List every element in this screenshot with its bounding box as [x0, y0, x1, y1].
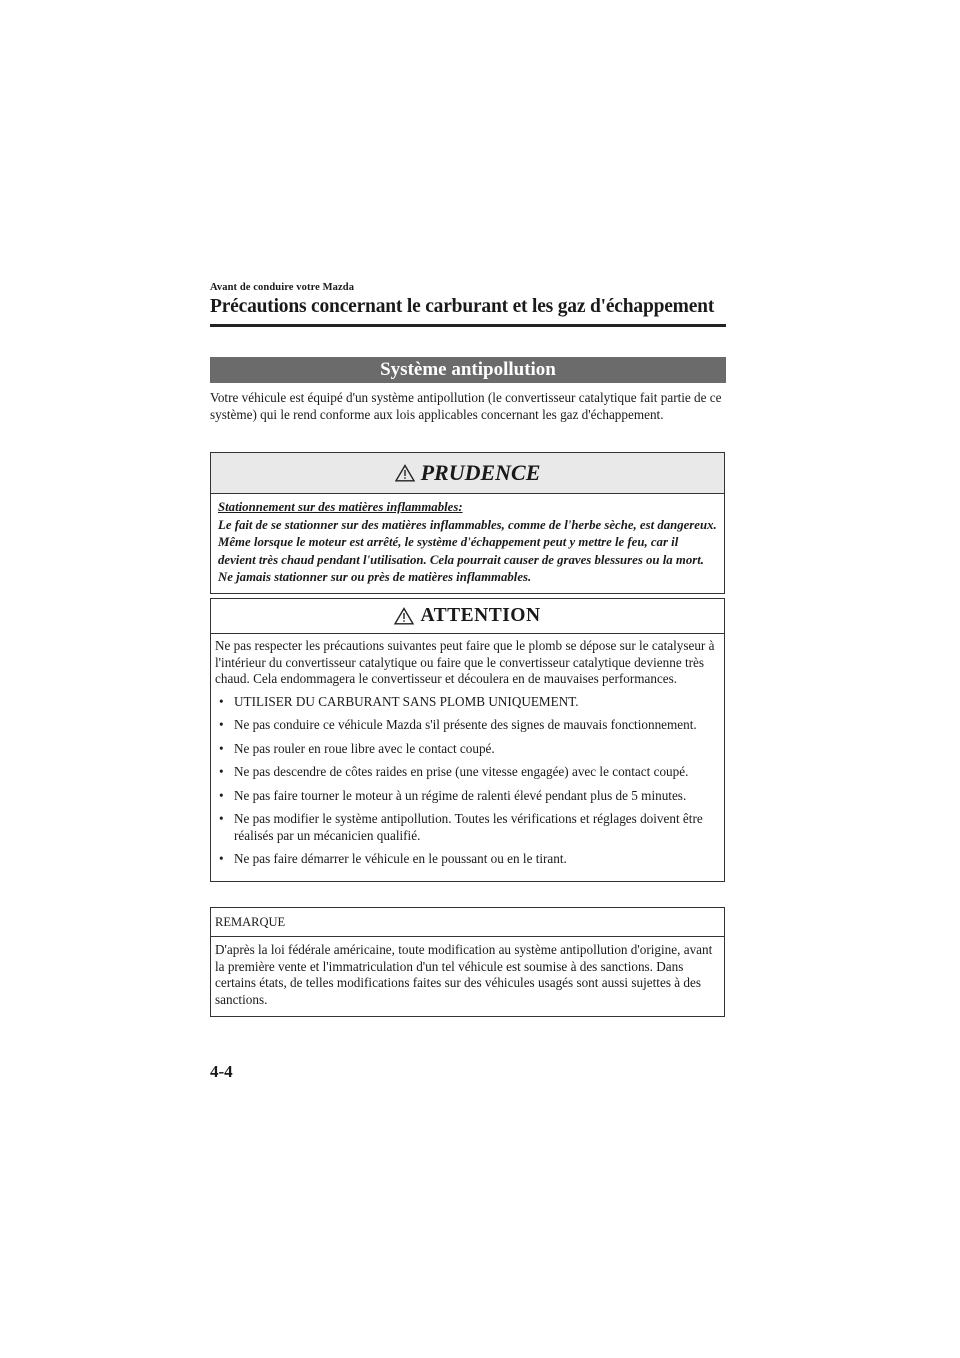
- remarque-header: [211, 908, 724, 937]
- chapter-rule: [210, 324, 726, 327]
- prudence-heading: Stationnement sur des matières inflammables:: [218, 500, 463, 514]
- attention-text: Ne pas respecter les précautions suivantes peut faire que le plomb se dépose sur le catalyseur à l'intérieur du convertisseur catalytique ou faire que le convertisseur catalytique devienne très chaud. Cela endommagera le convertisseur et découlera en de mauvaises performances.: [215, 638, 715, 686]
- remarque-box: [210, 907, 725, 1017]
- remarque-title: REMARQUE: [215, 914, 286, 929]
- list-item: • Ne pas faire tourner le moteur à un régime de ralenti élevé pendant plus de 5 minutes.: [215, 788, 718, 805]
- prudence-title: PRUDENCE: [420, 460, 541, 485]
- intro-paragraph: Votre véhicule est équipé d'un système antipollution (le convertisseur catalytique fait partie de ce système) qui le rend conforme aux lois applicables concernant les gaz d'échappement.: [210, 390, 722, 422]
- section-label: Avant de conduire votre Mazda: [210, 282, 355, 293]
- list-item: • Ne pas conduire ce véhicule Mazda s'il présente des signes de mauvais fonctionnement.: [215, 717, 718, 734]
- list-item: • Ne pas rouler en roue libre avec le contact coupé.: [215, 741, 718, 758]
- attention-title: ATTENTION: [420, 605, 541, 626]
- list-item: • Ne pas modifier le système antipollution. Toutes les vérifications et réglages doivent être réalisés par un mécanicien qualifié.: [215, 811, 718, 844]
- list-item: • Ne pas faire démarrer le véhicule en le poussant ou en le tirant.: [215, 851, 718, 868]
- attention-header: [211, 599, 724, 634]
- page-number: 4-4: [210, 1062, 233, 1081]
- prudence-box: [210, 452, 725, 594]
- list-item: • UTILISER DU CARBURANT SANS PLOMB UNIQUEMENT.: [215, 694, 718, 711]
- section-banner: Système antipollution: [210, 357, 726, 383]
- attention-list: [215, 694, 718, 868]
- remarque-text: D'après la loi fédérale américaine, toute modification au système antipollution d'origine, avant la première vente et l'immatriculation d'un tel véhicule est soumise à des sanctions. Dans certains états, de telles modifications faites sur des véhicules usagés sont aussi sujettes à des sanctions.: [215, 942, 713, 1007]
- prudence-body: [211, 494, 724, 593]
- warning-triangle-icon: [395, 464, 415, 482]
- warning-triangle-icon: [394, 607, 414, 625]
- chapter-title: Précautions concernant le carburant et les gaz d'échappement: [210, 296, 715, 317]
- attention-box: [210, 598, 725, 882]
- prudence-text: Le fait de se stationner sur des matières inflammables, comme de l'herbe sèche, est dangereux. Même lorsque le moteur est arrêté, le système d'échappement peut y mettre le feu, car il devient très chaud pendant l'utilisation. Cela pourrait causer de graves blessures ou la mort. Ne jamais stationner sur ou près de matières inflammables.: [218, 517, 717, 584]
- attention-body: [211, 634, 724, 881]
- prudence-header: [211, 453, 724, 494]
- list-item: • Ne pas descendre de côtes raides en prise (une vitesse engagée) avec le contact coupé.: [215, 764, 718, 781]
